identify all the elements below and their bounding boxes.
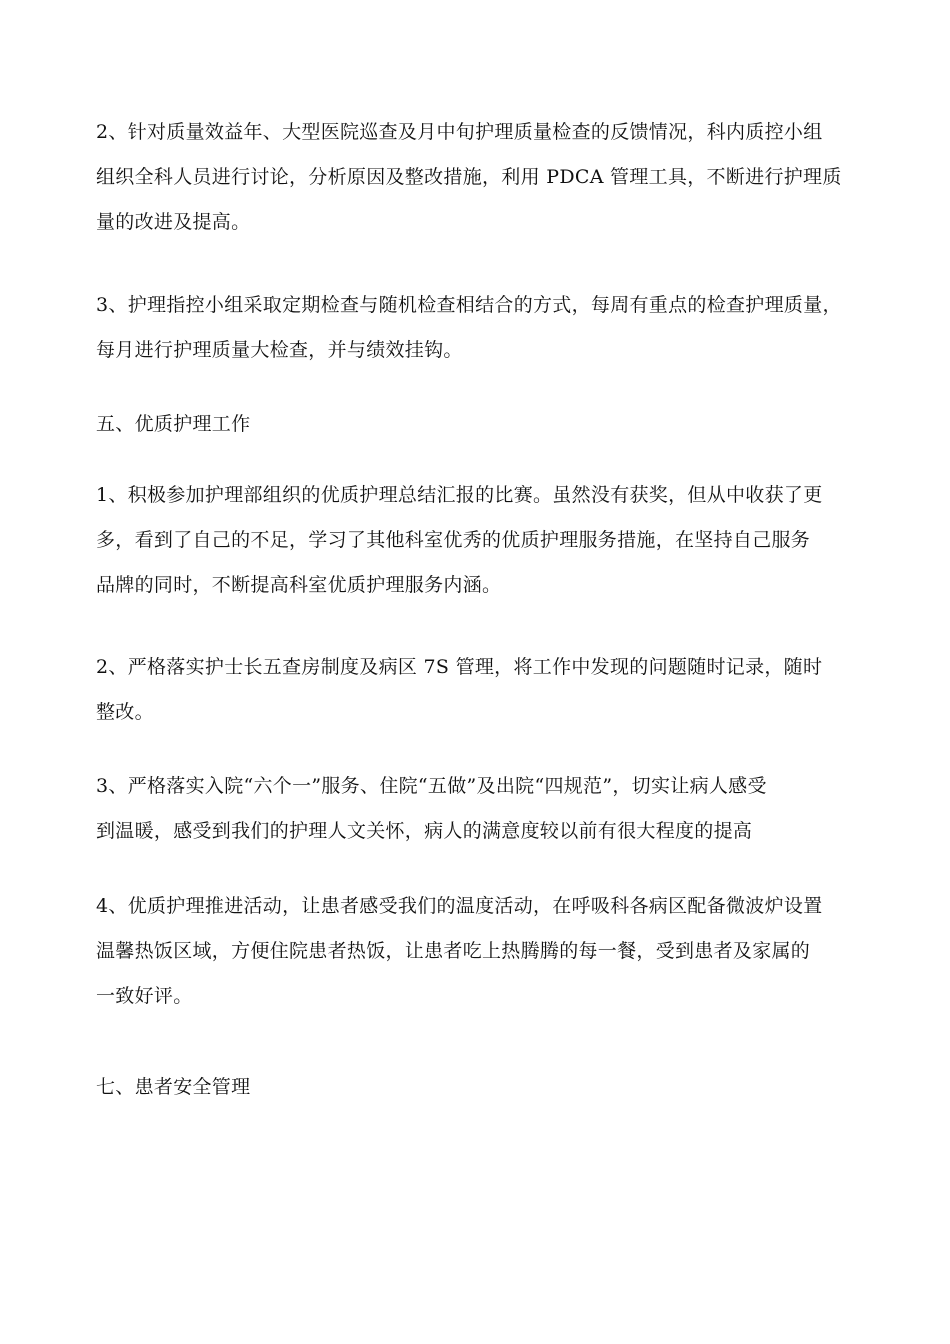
text-line: 3、严格落实入院“六个一”服务、住院“五做”及出院“四规范”，切实让病人感受 [96, 775, 767, 797]
text-line: 4、优质护理推进活动，让患者感受我们的温度活动，在呼吸科各病区配备微波炉设置 [96, 895, 823, 917]
paragraph-admission-service [96, 764, 866, 854]
text-line: 多，看到了自己的不足，学习了其他科室优秀的优质护理服务措施，在坚持自己服务 [96, 529, 811, 551]
text-line: 1、积极参加护理部组织的优质护理总结汇报的比赛。虽然没有获奖，但从中收获了更 [96, 484, 823, 506]
text-line: 品牌的同时，不断提高科室优质护理服务内涵。 [96, 574, 502, 596]
text-line: 温馨热饭区域，方便住院患者热饭，让患者吃上热腾腾的每一餐，受到患者及家属的 [96, 940, 811, 962]
section-heading-quality-care: 五、优质护理工作 [96, 413, 251, 435]
text-line: 整改。 [96, 701, 154, 723]
paragraph-ward-rounds [96, 645, 866, 735]
text-line: 3、护理指控小组采取定期检查与随机检查相结合的方式，每周有重点的检查护理质量， [96, 294, 842, 316]
text-line: 到温暖，感受到我们的护理人文关怀，病人的满意度较以前有很大程度的提高 [96, 820, 753, 842]
section-heading-patient-safety: 七、患者安全管理 [96, 1076, 251, 1098]
text-line: 一致好评。 [96, 985, 193, 1007]
text-line: 2、严格落实护士长五查房制度及病区 7S 管理，将工作中发现的问题随时记录，随时 [96, 656, 823, 678]
text-line: 2、针对质量效益年、大型医院巡查及月中旬护理质量检查的反馈情况，科内质控小组 [96, 121, 823, 143]
paragraph-quality-feedback [96, 110, 866, 245]
text-line: 量的改进及提高。 [96, 211, 251, 233]
paragraph-competition [96, 473, 866, 608]
paragraph-quality-inspection [96, 283, 866, 373]
text-line: 每月进行护理质量大检查，并与绩效挂钩。 [96, 339, 463, 361]
text-line: 组织全科人员进行讨论，分析原因及整改措施，利用 PDCA 管理工具，不断进行护理质 [96, 166, 842, 188]
paragraph-warmth-activity [96, 884, 866, 1019]
